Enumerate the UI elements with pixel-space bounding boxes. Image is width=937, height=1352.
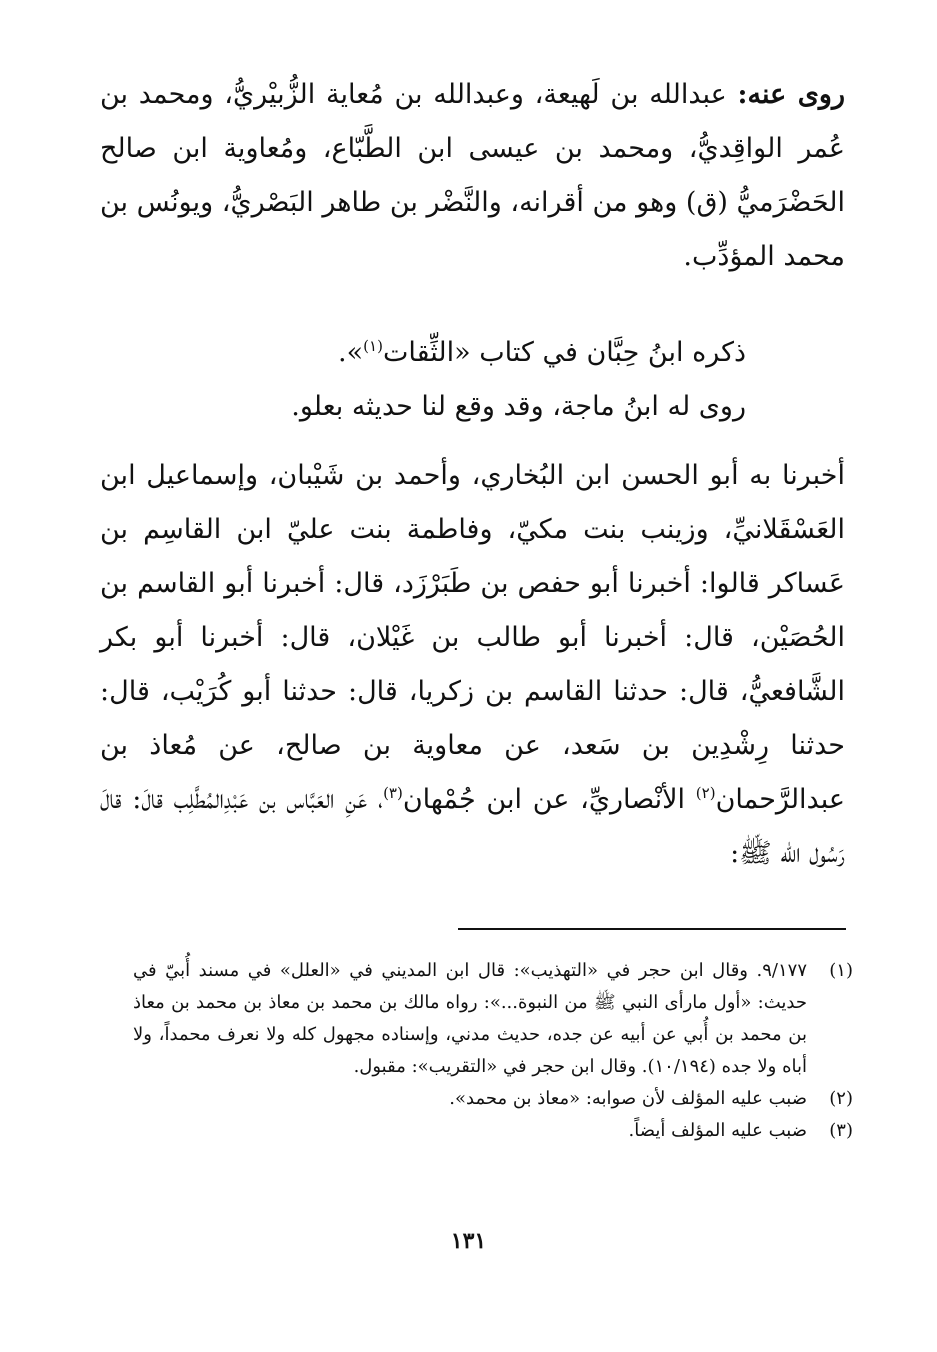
ibn-hibban-text-end: ». xyxy=(338,337,364,368)
footnote-number: (١) xyxy=(829,960,853,981)
footnote-ref-3[interactable]: (٣) xyxy=(383,784,403,802)
hadith-chain-text-3: ، عَنِ العَبَّاس بن عَبْدِالمُطَّلِب قالَ: قالَ رَسُول الله ﷺ: xyxy=(100,784,845,869)
footnote-ref-2[interactable]: (٢) xyxy=(695,784,716,802)
footnote-1 xyxy=(133,955,853,1083)
citation-paragraph xyxy=(100,326,824,434)
footnote-3 xyxy=(133,1115,853,1147)
narrators-label: روى عنه: xyxy=(737,79,845,110)
narrators-text: عبدالله بن لَهيعة، وعبدالله بن مُعاية الزُّبيْريُّ، ومحمد بن عُمر الواقِديُّ، ومحمد بن عيسى ابن الطَّبّاع، ومُعاوية ابن صالح الحَضْرَميُّ (ق) وهو من أقرانه، والنَّضْر بن طاهر البَصْريُّ، ويونُس بن محمد المؤدِّب. xyxy=(100,79,845,272)
hadith-chain-paragraph xyxy=(100,449,845,881)
ibn-hibban-text: ذكره ابنُ حِبَّان في كتاب «الثِّقات xyxy=(382,337,746,368)
footnote-ref-1[interactable]: (١) xyxy=(363,337,383,355)
footnotes xyxy=(133,955,853,1147)
ibn-hibban-line xyxy=(100,326,824,380)
footnote-divider xyxy=(458,928,846,930)
footnote-text: ضبب عليه المؤلف لأن صوابه: «معاذ بن محمد». xyxy=(449,1088,807,1109)
footnote-number: (٣) xyxy=(829,1120,853,1141)
footnote-text: ٩/١٧٧. وقال ابن حجر في «التهذيب»: قال ابن المديني في «العلل» في مسند أُبيّ في حديث: «أول مارأى النبي ﷺ من النبوة...»: رواه مالك بن محمد بن معاذ بن محمد بن معاذ بن محمد بن أُبي عن أبيه عن جده، حديث مدني، وإسناده مجهول كله ولا نعرف محمداً، ولا أباه ولا جده (١٠/١٩٤). وقال ابن حجر في «التقريب»: مقبول. xyxy=(133,960,807,1077)
footnote-text: ضبب عليه المؤلف أيضاً. xyxy=(628,1120,807,1141)
hadith-chain-text-1: أخبرنا به أبو الحسن ابن البُخاري، وأحمد بن شَيْبان، وإسماعيل ابن العَسْقَلانيِّ، وزينب بنت مكيّ، وفاطمة بنت عليّ ابن القاسِم بن عَساكر قالوا: أخبرنا أبو حفص بن طَبَرْزَد، قال: أخبرنا أبو القاسم بن الحُصَيْن، قال: أخبرنا أبو طالب بن غَيْلان، قال: أخبرنا أبو بكر الشَّافعيُّ، قال: حدثنا القاسم بن زكريا، قال: حدثنا أبو كُرَيْب، قال: حدثنا رِشْدِين بن سَعد، عن معاوية بن صالح، عن مُعاذ بن عبدالرَّحمان xyxy=(100,460,845,815)
page-number: ١٣١ xyxy=(450,1228,487,1254)
ibn-majah-line: روى له ابنُ ماجة، وقد وقع لنا حديثه بعلو. xyxy=(291,391,746,422)
footnote-2 xyxy=(133,1083,853,1115)
narrators-paragraph xyxy=(100,68,845,284)
footnote-number: (٢) xyxy=(829,1088,853,1109)
hadith-chain-text-2: الأنْصاريِّ، عن ابن جُمْهان xyxy=(402,784,696,815)
